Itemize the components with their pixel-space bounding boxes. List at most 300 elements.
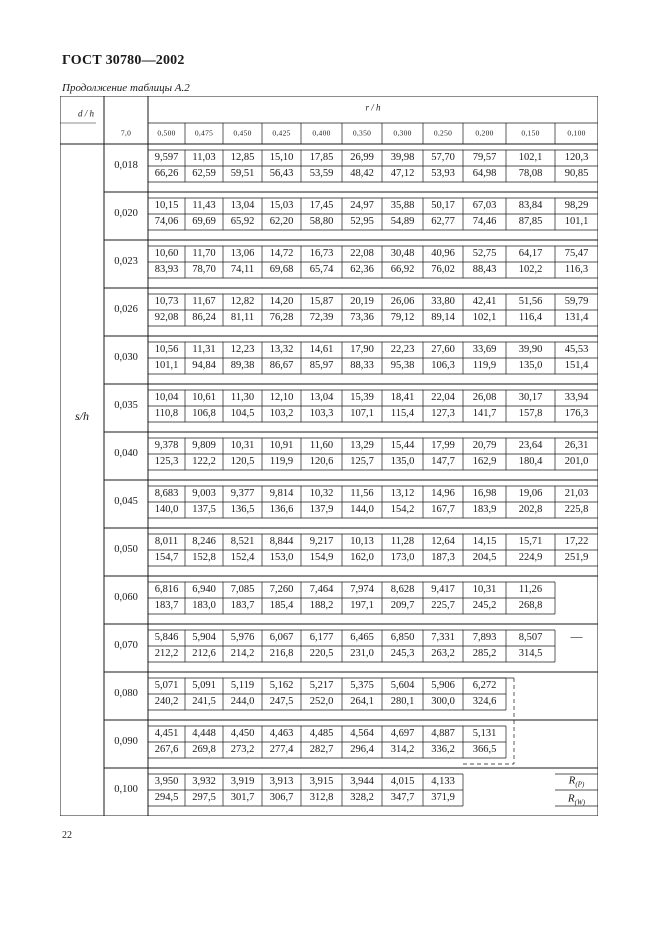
value-r-p: 4,564 <box>350 727 374 739</box>
value-r-p: 23,64 <box>518 439 543 451</box>
value-r-w: 116,4 <box>518 311 543 323</box>
value-r-w: 314,5 <box>518 647 543 659</box>
value-r-p: 5,217 <box>309 679 334 691</box>
value-r-p: 10,60 <box>154 247 179 259</box>
value-r-p: 26,08 <box>472 391 497 403</box>
value-r-p: 17,99 <box>431 439 455 451</box>
value-r-w: 107,1 <box>350 407 374 419</box>
value-r-p: 12,85 <box>230 151 255 163</box>
value-r-p: 17,22 <box>564 535 589 547</box>
value-r-w: 201,0 <box>564 455 589 467</box>
value-r-w: 140,0 <box>154 503 179 515</box>
value-r-p: 26,06 <box>390 295 415 307</box>
value-r-w: 188,2 <box>309 599 334 611</box>
value-r-w: 152,8 <box>192 551 216 563</box>
value-r-p: 13,32 <box>269 343 294 355</box>
value-r-w: 81,11 <box>230 311 255 323</box>
value-r-p: 45,53 <box>564 343 589 355</box>
value-r-w: 135,0 <box>518 359 543 371</box>
value-r-w: 89,14 <box>431 311 455 323</box>
value-r-w: 267,6 <box>154 743 179 755</box>
value-r-p: 3,944 <box>350 775 374 787</box>
value-r-w: 79,12 <box>390 311 415 323</box>
value-r-p: 26,31 <box>564 439 589 451</box>
value-r-p: 4,451 <box>154 727 179 739</box>
value-r-w: 72,39 <box>309 311 334 323</box>
value-r-p: 7,974 <box>350 583 374 595</box>
value-r-p: 20,19 <box>350 295 374 307</box>
value-r-w: 119,9 <box>472 359 497 371</box>
value-r-p: 8,683 <box>154 487 179 499</box>
value-r-w: 90,85 <box>564 167 589 179</box>
value-r-w: 273,2 <box>230 743 255 755</box>
value-r-w: 122,2 <box>192 455 216 467</box>
value-r-p: 15,44 <box>390 439 415 451</box>
value-r-w: 56,43 <box>269 167 294 179</box>
value-r-w: 212,2 <box>154 647 179 659</box>
value-r-w: 187,3 <box>431 551 455 563</box>
value-r-w: 301,7 <box>230 791 255 803</box>
value-r-w: 154,9 <box>309 551 334 563</box>
value-r-p: 3,919 <box>230 775 255 787</box>
value-r-p: 22,23 <box>390 343 415 355</box>
value-r-p: 8,844 <box>269 535 294 547</box>
value-r-p: 11,30 <box>230 391 255 403</box>
column-header: 0,500 <box>157 128 176 138</box>
value-r-p: 5,846 <box>154 631 179 643</box>
value-r-p: 19,06 <box>518 487 543 499</box>
value-r-w: 167,7 <box>431 503 455 515</box>
value-r-w: 183,0 <box>192 599 216 611</box>
value-r-w: 162,0 <box>350 551 374 563</box>
value-r-w: 104,5 <box>230 407 255 419</box>
value-r-p: 6,177 <box>309 631 334 643</box>
value-r-w: 66,26 <box>154 167 179 179</box>
value-r-w: 89,38 <box>230 359 255 371</box>
value-r-p: 35,88 <box>390 199 415 211</box>
value-r-w: 277,4 <box>269 743 294 755</box>
value-r-w: 216,8 <box>269 647 294 659</box>
value-r-p: 15,87 <box>309 295 334 307</box>
value-r-w: 231,0 <box>350 647 374 659</box>
value-r-w: 157,8 <box>518 407 543 419</box>
value-r-w: 66,92 <box>390 263 415 275</box>
value-r-p: 4,448 <box>192 727 216 739</box>
value-r-w: 183,7 <box>230 599 255 611</box>
value-r-w: 366,5 <box>472 743 497 755</box>
value-r-p: 12,23 <box>230 343 255 355</box>
value-r-w: 69,69 <box>192 215 216 227</box>
value-r-p: 57,70 <box>431 151 455 163</box>
value-r-p: 52,75 <box>472 247 497 259</box>
value-r-p: 59,79 <box>564 295 589 307</box>
value-r-p: 14,72 <box>269 247 294 259</box>
value-r-p: 10,15 <box>154 199 179 211</box>
value-r-p: 10,61 <box>192 391 216 403</box>
value-r-p: 5,091 <box>192 679 216 691</box>
group-label-r-h: r / h <box>365 102 381 113</box>
s-value: 0,018 <box>114 159 138 171</box>
legend-r-p-base: R <box>568 774 576 787</box>
value-r-w: 247,5 <box>269 695 294 707</box>
value-r-w: 312,8 <box>309 791 334 803</box>
value-r-p: 14,96 <box>431 487 455 499</box>
value-r-p: 3,932 <box>192 775 216 787</box>
value-r-p: 40,96 <box>431 247 455 259</box>
value-r-p: 8,011 <box>154 535 179 547</box>
value-r-w: 209,7 <box>390 599 415 611</box>
value-r-p: 12,82 <box>230 295 255 307</box>
value-r-p: 16,73 <box>309 247 334 259</box>
value-r-w: 280,1 <box>390 695 415 707</box>
value-r-w: 328,2 <box>350 791 374 803</box>
value-r-w: 76,28 <box>269 311 294 323</box>
value-r-w: 147,7 <box>431 455 455 467</box>
value-r-p: 15,71 <box>518 535 543 547</box>
s-value: 0,050 <box>114 543 138 555</box>
value-r-p: 39,98 <box>390 151 415 163</box>
value-r-p: 7,085 <box>230 583 255 595</box>
value-r-p: 6,272 <box>472 679 497 691</box>
value-r-p: 64,17 <box>518 247 543 259</box>
value-r-w: 296,4 <box>350 743 374 755</box>
value-r-p: 10,31 <box>230 439 255 451</box>
column-header: 0,400 <box>312 128 331 138</box>
column-header: 0,475 <box>194 128 214 138</box>
value-r-p: 13,04 <box>309 391 334 403</box>
value-r-p: 13,04 <box>230 199 255 211</box>
value-r-p: 15,39 <box>350 391 374 403</box>
value-r-w: 83,93 <box>154 263 179 275</box>
value-r-p: 17,45 <box>309 199 334 211</box>
value-r-w: 78,70 <box>192 263 216 275</box>
value-r-p: 10,56 <box>154 343 179 355</box>
s-value: 0,080 <box>114 687 138 699</box>
table-caption: Продолжение таблицы А.2 <box>62 82 190 94</box>
value-r-p: 4,463 <box>269 727 294 739</box>
value-r-p: 7,260 <box>269 583 294 595</box>
value-r-p: 5,119 <box>230 679 255 691</box>
s-value: 0,026 <box>114 303 138 315</box>
value-r-w: 86,24 <box>192 311 216 323</box>
value-r-w: 62,77 <box>431 215 455 227</box>
value-r-p: 12,10 <box>269 391 294 403</box>
value-r-p: 6,816 <box>154 583 179 595</box>
value-r-w: 106,8 <box>192 407 216 419</box>
data-table <box>60 96 598 816</box>
value-r-p: 15,10 <box>269 151 294 163</box>
value-r-w: 101,1 <box>564 215 589 227</box>
value-r-p: 16,98 <box>472 487 497 499</box>
value-r-w: 106,3 <box>431 359 455 371</box>
value-r-p: 98,29 <box>564 199 589 211</box>
value-r-w: 214,2 <box>230 647 255 659</box>
value-r-w: 294,5 <box>154 791 179 803</box>
value-r-p: 9,217 <box>309 535 334 547</box>
s-value: 0,090 <box>114 735 138 747</box>
value-r-p: 11,56 <box>350 487 374 499</box>
value-r-p: 17,85 <box>309 151 334 163</box>
value-r-w: 225,7 <box>431 599 455 611</box>
value-r-p: 8,628 <box>390 583 415 595</box>
value-r-w: 110,8 <box>154 407 179 419</box>
value-r-p: 5,604 <box>390 679 415 691</box>
legend-r-w <box>568 793 585 806</box>
value-r-w: 86,67 <box>269 359 294 371</box>
value-r-p: 6,940 <box>192 583 216 595</box>
value-r-w: 102,2 <box>518 263 543 275</box>
value-r-p: 11,43 <box>192 199 216 211</box>
value-r-w: 62,20 <box>269 215 294 227</box>
value-r-w: 371,9 <box>431 791 455 803</box>
value-r-p: 14,20 <box>269 295 294 307</box>
value-r-p: 13,06 <box>230 247 255 259</box>
value-r-w: 92,08 <box>154 311 179 323</box>
value-r-p: 11,03 <box>192 151 216 163</box>
value-r-p: 10,32 <box>309 487 334 499</box>
page-number: 22 <box>62 830 72 841</box>
s-value: 0,030 <box>114 351 138 363</box>
value-r-w: 141,7 <box>472 407 497 419</box>
value-r-p: 10,04 <box>154 391 179 403</box>
value-r-w: 59,51 <box>230 167 255 179</box>
value-r-p: 4,485 <box>309 727 334 739</box>
value-r-w: 285,2 <box>472 647 497 659</box>
value-r-w: 153,0 <box>269 551 294 563</box>
value-r-w: 48,42 <box>350 167 374 179</box>
value-r-w: 183,7 <box>154 599 179 611</box>
value-r-w: 125,3 <box>154 455 179 467</box>
value-r-w: 173,0 <box>390 551 415 563</box>
value-r-p: 5,976 <box>230 631 255 643</box>
legend-r-p <box>569 775 585 788</box>
value-r-w: 324,6 <box>472 695 497 707</box>
value-r-p: 7,893 <box>472 631 497 643</box>
column-header: 7,0 <box>120 128 132 138</box>
value-r-w: 54,89 <box>390 215 415 227</box>
value-r-p: 6,465 <box>350 631 374 643</box>
value-r-w: 154,2 <box>390 503 415 515</box>
value-r-w: 144,0 <box>350 503 374 515</box>
s-value: 0,035 <box>114 399 138 411</box>
value-r-w: 136,6 <box>269 503 294 515</box>
value-r-p: 27,60 <box>431 343 455 355</box>
value-r-p: 21,03 <box>564 487 589 499</box>
value-r-w: 136,5 <box>230 503 255 515</box>
value-r-w: 102,1 <box>472 311 497 323</box>
value-r-p: 11,26 <box>518 583 543 595</box>
column-header: 0,350 <box>352 128 372 138</box>
value-r-w: 252,0 <box>309 695 334 707</box>
value-r-w: 306,7 <box>269 791 294 803</box>
value-r-p: 9,378 <box>154 439 179 451</box>
s-value: 0,045 <box>114 495 138 507</box>
value-r-w: 62,59 <box>192 167 216 179</box>
value-r-w: 65,74 <box>309 263 334 275</box>
value-r-p: 9,809 <box>192 439 216 451</box>
value-r-p: 10,73 <box>154 295 179 307</box>
value-r-p: 9,814 <box>269 487 294 499</box>
value-r-w: 47,12 <box>390 167 415 179</box>
value-r-p: 14,61 <box>309 343 334 355</box>
value-r-p: 8,246 <box>192 535 216 547</box>
legend-r-w-base: R <box>567 792 575 805</box>
value-r-p: 22,04 <box>431 391 455 403</box>
value-r-w: 58,80 <box>309 215 334 227</box>
value-r-w: 154,7 <box>154 551 179 563</box>
value-r-p: 102,1 <box>518 151 543 163</box>
value-r-p: 30,48 <box>390 247 415 259</box>
value-r-w: 95,38 <box>390 359 415 371</box>
value-r-w: 127,3 <box>431 407 455 419</box>
value-r-p: 3,915 <box>309 775 334 787</box>
value-r-w: 88,43 <box>472 263 497 275</box>
value-r-w: 225,8 <box>564 503 589 515</box>
value-r-p: 14,15 <box>472 535 497 547</box>
value-r-w: 94,84 <box>192 359 216 371</box>
value-r-w: 74,06 <box>154 215 179 227</box>
value-r-p: 79,57 <box>472 151 497 163</box>
value-r-p: 5,906 <box>431 679 455 691</box>
column-header: 0,300 <box>393 128 412 138</box>
value-r-w: 202,8 <box>518 503 543 515</box>
value-r-p: 10,13 <box>350 535 374 547</box>
column-header: 0,150 <box>521 128 540 138</box>
value-r-w: 300,0 <box>431 695 455 707</box>
column-header: 0,450 <box>233 128 252 138</box>
value-r-w: 297,5 <box>192 791 216 803</box>
value-r-p: 5,375 <box>350 679 374 691</box>
value-r-p: 24,97 <box>350 199 374 211</box>
s-value: 0,020 <box>114 207 138 219</box>
document-header: ГОСТ 30780—2002 <box>62 53 185 68</box>
value-r-p: 33,94 <box>564 391 589 403</box>
value-r-w: 183,9 <box>472 503 497 515</box>
legend-r-p-sub: (P) <box>575 780 585 789</box>
corner-label: d / h <box>77 108 95 119</box>
value-r-w: 78,08 <box>518 167 543 179</box>
value-r-w: 152,4 <box>230 551 255 563</box>
value-r-w: 52,95 <box>350 215 374 227</box>
value-r-w: 74,11 <box>230 263 255 275</box>
value-r-p: 4,015 <box>390 775 415 787</box>
empty-dash: — <box>570 629 583 643</box>
value-r-p: 75,47 <box>564 247 589 259</box>
value-r-p: 13,12 <box>390 487 415 499</box>
value-r-p: 9,003 <box>192 487 216 499</box>
value-r-p: 6,850 <box>390 631 415 643</box>
value-r-w: 120,6 <box>309 455 334 467</box>
value-r-p: 10,91 <box>269 439 294 451</box>
value-r-p: 5,131 <box>472 727 497 739</box>
value-r-p: 50,17 <box>431 199 455 211</box>
value-r-p: 5,904 <box>192 631 216 643</box>
value-r-p: 51,56 <box>518 295 543 307</box>
s-value: 0,070 <box>114 639 138 651</box>
value-r-w: 180,4 <box>518 455 543 467</box>
value-r-p: 5,071 <box>154 679 179 691</box>
value-r-w: 151,4 <box>564 359 589 371</box>
value-r-p: 18,41 <box>390 391 415 403</box>
value-r-w: 220,5 <box>309 647 334 659</box>
value-r-p: 17,90 <box>350 343 374 355</box>
value-r-w: 244,0 <box>230 695 255 707</box>
legend-r-w-sub: (W) <box>574 798 586 807</box>
value-r-w: 245,3 <box>390 647 415 659</box>
value-r-w: 268,8 <box>518 599 543 611</box>
value-r-w: 119,9 <box>269 455 294 467</box>
value-r-p: 39,90 <box>518 343 543 355</box>
value-r-w: 88,33 <box>350 359 374 371</box>
value-r-w: 87,85 <box>518 215 543 227</box>
value-r-w: 336,2 <box>431 743 455 755</box>
value-r-p: 33,69 <box>472 343 497 355</box>
column-header: 0,425 <box>272 128 291 138</box>
value-r-p: 11,60 <box>309 439 334 451</box>
value-r-w: 264,1 <box>350 695 374 707</box>
value-r-w: 103,2 <box>269 407 294 419</box>
value-r-w: 62,36 <box>350 263 374 275</box>
value-r-p: 6,067 <box>269 631 294 643</box>
value-r-p: 3,950 <box>154 775 179 787</box>
value-r-w: 251,9 <box>564 551 589 563</box>
value-r-w: 135,0 <box>390 455 415 467</box>
s-h-label: s/h <box>74 409 90 423</box>
value-r-w: 101,1 <box>154 359 179 371</box>
value-r-w: 197,1 <box>350 599 374 611</box>
column-header: 0,200 <box>475 128 494 138</box>
value-r-w: 115,4 <box>390 407 415 419</box>
s-value: 0,040 <box>114 447 138 459</box>
value-r-w: 137,5 <box>192 503 216 515</box>
value-r-p: 15,03 <box>269 199 294 211</box>
value-r-p: 7,331 <box>431 631 455 643</box>
value-r-p: 7,464 <box>309 583 334 595</box>
value-r-w: 53,93 <box>431 167 455 179</box>
value-r-p: 26,99 <box>350 151 374 163</box>
column-header: 0,250 <box>433 128 453 138</box>
value-r-p: 11,28 <box>390 535 415 547</box>
value-r-w: 74,46 <box>472 215 497 227</box>
value-r-w: 103,3 <box>309 407 334 419</box>
s-value: 0,100 <box>114 783 138 795</box>
value-r-p: 11,67 <box>192 295 216 307</box>
value-r-p: 22,08 <box>350 247 374 259</box>
value-r-w: 73,36 <box>350 311 374 323</box>
value-r-p: 20,79 <box>472 439 497 451</box>
value-r-w: 245,2 <box>472 599 497 611</box>
value-r-p: 12,64 <box>431 535 455 547</box>
value-r-p: 33,80 <box>431 295 455 307</box>
value-r-w: 224,9 <box>518 551 543 563</box>
s-value: 0,023 <box>114 255 138 267</box>
value-r-p: 4,133 <box>431 775 455 787</box>
column-header: 0,100 <box>567 128 586 138</box>
value-r-w: 131,4 <box>564 311 589 323</box>
value-r-w: 76,02 <box>431 263 455 275</box>
value-r-p: 4,887 <box>431 727 455 739</box>
value-r-w: 137,9 <box>309 503 334 515</box>
value-r-w: 64,98 <box>472 167 497 179</box>
value-r-p: 42,41 <box>472 295 497 307</box>
value-r-w: 314,2 <box>390 743 415 755</box>
value-r-w: 269,8 <box>192 743 216 755</box>
value-r-w: 347,7 <box>390 791 415 803</box>
value-r-w: 162,9 <box>472 455 497 467</box>
value-r-p: 30,17 <box>518 391 543 403</box>
value-r-p: 9,377 <box>230 487 255 499</box>
value-r-w: 69,68 <box>269 263 294 275</box>
